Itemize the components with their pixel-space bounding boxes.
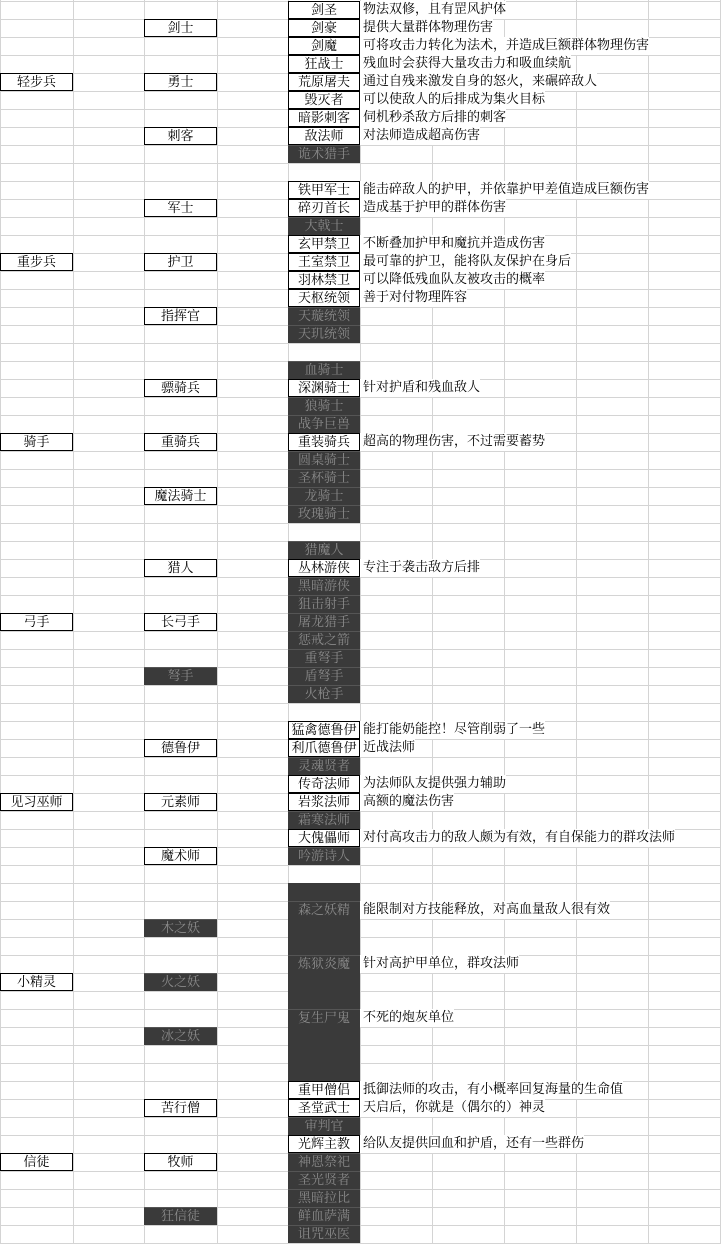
subclass-cell[interactable]: 护卫 <box>144 253 217 271</box>
subclass-cell[interactable]: 火之妖 <box>144 973 217 991</box>
subclass-cell[interactable]: 指挥官 <box>144 307 217 325</box>
subclass-cell[interactable]: 刺客 <box>144 127 217 145</box>
unit-description[interactable]: 专注于袭击敌方后排 <box>360 559 480 577</box>
subclass-cell[interactable]: 勇士 <box>144 73 217 91</box>
unit-cell[interactable]: 天璇统领 <box>288 307 360 325</box>
unit-cell[interactable]: 大戟士 <box>288 217 360 235</box>
unit-cell[interactable]: 荒原屠夫 <box>288 73 360 91</box>
unit-cell[interactable]: 敌法师 <box>288 127 360 145</box>
subclass-cell[interactable]: 军士 <box>144 199 217 217</box>
unit-cell[interactable]: 血骑士 <box>288 361 360 379</box>
unit-cell[interactable]: 火枪手 <box>288 685 360 703</box>
unit-cell[interactable]: 岩浆法师 <box>288 793 360 811</box>
class-cell[interactable]: 骑手 <box>0 433 73 451</box>
grid-row-line <box>0 685 721 686</box>
unit-cell[interactable]: 圣杯骑士 <box>288 469 360 487</box>
unit-description[interactable]: 善于对付物理阵容 <box>360 289 467 307</box>
grid-row-line <box>0 397 721 398</box>
unit-cell[interactable]: 碎刃首长 <box>288 199 360 217</box>
unit-cell[interactable]: 屠龙猎手 <box>288 613 360 631</box>
unit-cell[interactable]: 龙骑士 <box>288 487 360 505</box>
class-cell[interactable]: 见习巫师 <box>0 793 73 811</box>
grid-row-line <box>0 577 721 578</box>
unit-cell[interactable]: 诡术猎手 <box>288 145 360 163</box>
unit-description[interactable]: 针对护盾和残血敌人 <box>360 379 480 397</box>
unit-description[interactable]: 不死的炮灰单位 <box>360 1009 454 1027</box>
unit-description[interactable]: 不断叠加护甲和魔抗并造成伤害 <box>360 235 545 253</box>
unit-description[interactable]: 伺机秒杀敌方后排的刺客 <box>360 109 506 127</box>
unit-description[interactable]: 给队友提供回血和护盾，还有一些群伤 <box>360 1135 584 1153</box>
unit-description[interactable]: 可以使敌人的后排成为集火目标 <box>360 91 545 109</box>
unit-description[interactable]: 能限制对方技能释放，对高血量敌人很有效 <box>360 901 610 919</box>
unit-cell[interactable]: 灵魂贤者 <box>288 757 360 775</box>
grid-row-line <box>0 217 721 218</box>
unit-cell[interactable]: 剑魔 <box>288 37 360 55</box>
grid-row-line <box>0 865 721 866</box>
unit-cell[interactable]: 惩戒之箭 <box>288 631 360 649</box>
unit-cell[interactable]: 深渊骑士 <box>288 379 360 397</box>
unit-cell[interactable]: 铁甲军士 <box>288 181 360 199</box>
unit-cell[interactable]: 毁灭者 <box>288 91 360 109</box>
unit-cell[interactable]: 黑暗拉比 <box>288 1189 360 1207</box>
grid-row-line <box>0 361 721 362</box>
grid-row-line <box>0 541 721 542</box>
grid-column-line <box>73 0 74 1243</box>
grid-row-line <box>0 343 721 344</box>
grid-row-line <box>0 487 721 488</box>
unit-description[interactable]: 能打能奶能控！尽管削弱了一些 <box>360 721 545 739</box>
unit-cell[interactable]: 森之妖精 <box>288 901 360 919</box>
unit-cell[interactable]: 重弩手 <box>288 649 360 667</box>
grid-row-line <box>0 325 721 326</box>
grid-row-line <box>0 1063 721 1064</box>
grid-row-line <box>0 631 721 632</box>
grid-row-line <box>0 595 721 596</box>
grid-row-line <box>0 667 721 668</box>
grid-row-line <box>0 919 721 920</box>
unit-cell[interactable]: 诅咒巫医 <box>288 1225 360 1243</box>
grid-row-line <box>0 847 721 848</box>
unit-cell[interactable]: 大傀儡师 <box>288 829 360 847</box>
class-cell[interactable]: 轻步兵 <box>0 73 73 91</box>
unit-cell[interactable]: 狙击射手 <box>288 595 360 613</box>
unit-description[interactable]: 最可靠的护卫，能将队友保护在身后 <box>360 253 571 271</box>
subclass-cell[interactable]: 猎人 <box>144 559 217 577</box>
grid-row-line <box>0 163 721 164</box>
class-cell[interactable]: 弓手 <box>0 613 73 631</box>
unit-description[interactable]: 近战法师 <box>360 739 415 757</box>
class-cell[interactable]: 信徒 <box>0 1153 73 1171</box>
grid-row-line <box>0 811 721 812</box>
unit-description[interactable]: 可以降低残血队友被攻击的概率 <box>360 271 545 289</box>
unit-cell[interactable]: 狼骑士 <box>288 397 360 415</box>
unit-description[interactable]: 高额的魔法伤害 <box>360 793 454 811</box>
subclass-cell[interactable]: 骠骑兵 <box>144 379 217 397</box>
unit-cell[interactable]: 玫瑰骑士 <box>288 505 360 523</box>
subclass-cell[interactable]: 狂信徒 <box>144 1207 217 1225</box>
grid-row-line <box>0 523 721 524</box>
unit-description[interactable]: 对付高攻击力的敌人颇为有效，有自保能力的群攻法师 <box>360 829 675 847</box>
subclass-cell[interactable]: 冰之妖 <box>144 1027 217 1045</box>
grid-row-line <box>0 1117 721 1118</box>
unit-cell[interactable]: 圣光贤者 <box>288 1171 360 1189</box>
unit-cell[interactable]: 神恩祭祀 <box>288 1153 360 1171</box>
subclass-cell[interactable]: 元素师 <box>144 793 217 811</box>
grid-row-line <box>0 973 721 974</box>
unit-cell[interactable]: 天玑统领 <box>288 325 360 343</box>
unit-description[interactable]: 提供大量群体物理伤害 <box>360 19 493 37</box>
class-cell[interactable]: 小精灵 <box>0 973 73 991</box>
unit-description[interactable]: 天启后，你就是（偶尔的）神灵 <box>360 1099 545 1117</box>
unit-description[interactable]: 残血时会获得大量攻击力和吸血续航 <box>360 55 571 73</box>
unit-cell[interactable]: 狂战士 <box>288 55 360 73</box>
unit-description[interactable]: 超高的物理伤害，不过需要蓄势 <box>360 433 545 451</box>
unit-cell[interactable]: 剑豪 <box>288 19 360 37</box>
grid-row-line <box>0 613 721 614</box>
unit-cell[interactable]: 剑圣 <box>288 1 360 19</box>
unit-description[interactable]: 为法师队友提供强力辅助 <box>360 775 506 793</box>
unit-cell[interactable]: 天枢统领 <box>288 289 360 307</box>
class-cell[interactable]: 重步兵 <box>0 253 73 271</box>
grid-row-line <box>0 469 721 470</box>
unit-cell[interactable]: 霜寒法师 <box>288 811 360 829</box>
unit-cell[interactable]: 羽林禁卫 <box>288 271 360 289</box>
subclass-cell[interactable]: 苦行僧 <box>144 1099 217 1117</box>
subclass-cell[interactable]: 剑士 <box>144 19 217 37</box>
subclass-cell[interactable]: 魔法骑士 <box>144 487 217 505</box>
unit-cell[interactable]: 复生尸鬼 <box>288 1009 360 1027</box>
unit-description[interactable]: 可将攻击力转化为法术，并造成巨额群体物理伤害 <box>360 37 649 55</box>
subclass-cell[interactable]: 德鲁伊 <box>144 739 217 757</box>
grid-row-line <box>0 757 721 758</box>
unit-cell[interactable]: 审判官 <box>288 1117 360 1135</box>
grid-column-line <box>217 0 218 1243</box>
unit-description[interactable]: 通过自残来激发自身的怒火，来碾碎敌人 <box>360 73 597 91</box>
grid-row-line <box>0 505 721 506</box>
unit-cell[interactable]: 猎魔人 <box>288 541 360 559</box>
unit-cell[interactable]: 圣堂武士 <box>288 1099 360 1117</box>
grid-row-line <box>0 1153 721 1154</box>
unit-description[interactable]: 物法双修，且有罡风护体 <box>360 1 506 19</box>
unit-cell[interactable]: 玄甲禁卫 <box>288 235 360 253</box>
subclass-cell[interactable]: 牧师 <box>144 1153 217 1171</box>
grid-row-line <box>0 649 721 650</box>
unit-cell[interactable]: 吟游诗人 <box>288 847 360 865</box>
unit-description[interactable]: 抵御法师的攻击，有小概率回复海量的生命值 <box>360 1081 623 1099</box>
grid-row-line <box>0 1027 721 1028</box>
unit-cell[interactable]: 王室禁卫 <box>288 253 360 271</box>
unit-cell[interactable]: 暗影刺客 <box>288 109 360 127</box>
unit-cell[interactable]: 黑暗游侠 <box>288 577 360 595</box>
grid-row-line <box>0 1189 721 1190</box>
unit-cell[interactable]: 丛林游侠 <box>288 559 360 577</box>
unit-description[interactable]: 能击碎敌人的护甲，并依靠护甲差值造成巨额伤害 <box>360 181 649 199</box>
unit-cell[interactable]: 重装骑兵 <box>288 433 360 451</box>
unit-cell[interactable]: 炼狱炎魔 <box>288 955 360 973</box>
unit-cell[interactable]: 猛禽德鲁伊 <box>288 721 360 739</box>
grid-row-line <box>0 883 721 884</box>
unit-cell[interactable]: 利爪德鲁伊 <box>288 739 360 757</box>
grid-row-line <box>0 307 721 308</box>
grid-row-line <box>0 1045 721 1046</box>
unit-cell[interactable]: 光辉主教 <box>288 1135 360 1153</box>
grid-row-line <box>0 145 721 146</box>
grid-row-line <box>0 937 721 938</box>
subclass-cell[interactable]: 长弓手 <box>144 613 217 631</box>
unit-description[interactable]: 对法师造成超高伤害 <box>360 127 480 145</box>
unit-cell[interactable]: 战争巨兽 <box>288 415 360 433</box>
unit-cell[interactable]: 传奇法师 <box>288 775 360 793</box>
subclass-cell[interactable]: 弩手 <box>144 667 217 685</box>
grid-row-line <box>0 1207 721 1208</box>
subclass-cell[interactable]: 重骑兵 <box>144 433 217 451</box>
unit-cell[interactable]: 盾弩手 <box>288 667 360 685</box>
unit-cell[interactable]: 鲜血萨满 <box>288 1207 360 1225</box>
grid-row-line <box>0 991 721 992</box>
unit-cell[interactable]: 重甲僧侣 <box>288 1081 360 1099</box>
grid-row-line <box>0 1171 721 1172</box>
unit-cell[interactable]: 圆桌骑士 <box>288 451 360 469</box>
grid-row-line <box>0 703 721 704</box>
grid-row-line <box>0 451 721 452</box>
subclass-cell[interactable]: 魔术师 <box>144 847 217 865</box>
unit-description[interactable]: 针对高护甲单位，群攻法师 <box>360 955 519 973</box>
grid-row-line <box>0 415 721 416</box>
unit-description[interactable]: 造成基于护甲的群体伤害 <box>360 199 506 217</box>
subclass-cell[interactable]: 木之妖 <box>144 919 217 937</box>
grid-row-line <box>0 1225 721 1226</box>
